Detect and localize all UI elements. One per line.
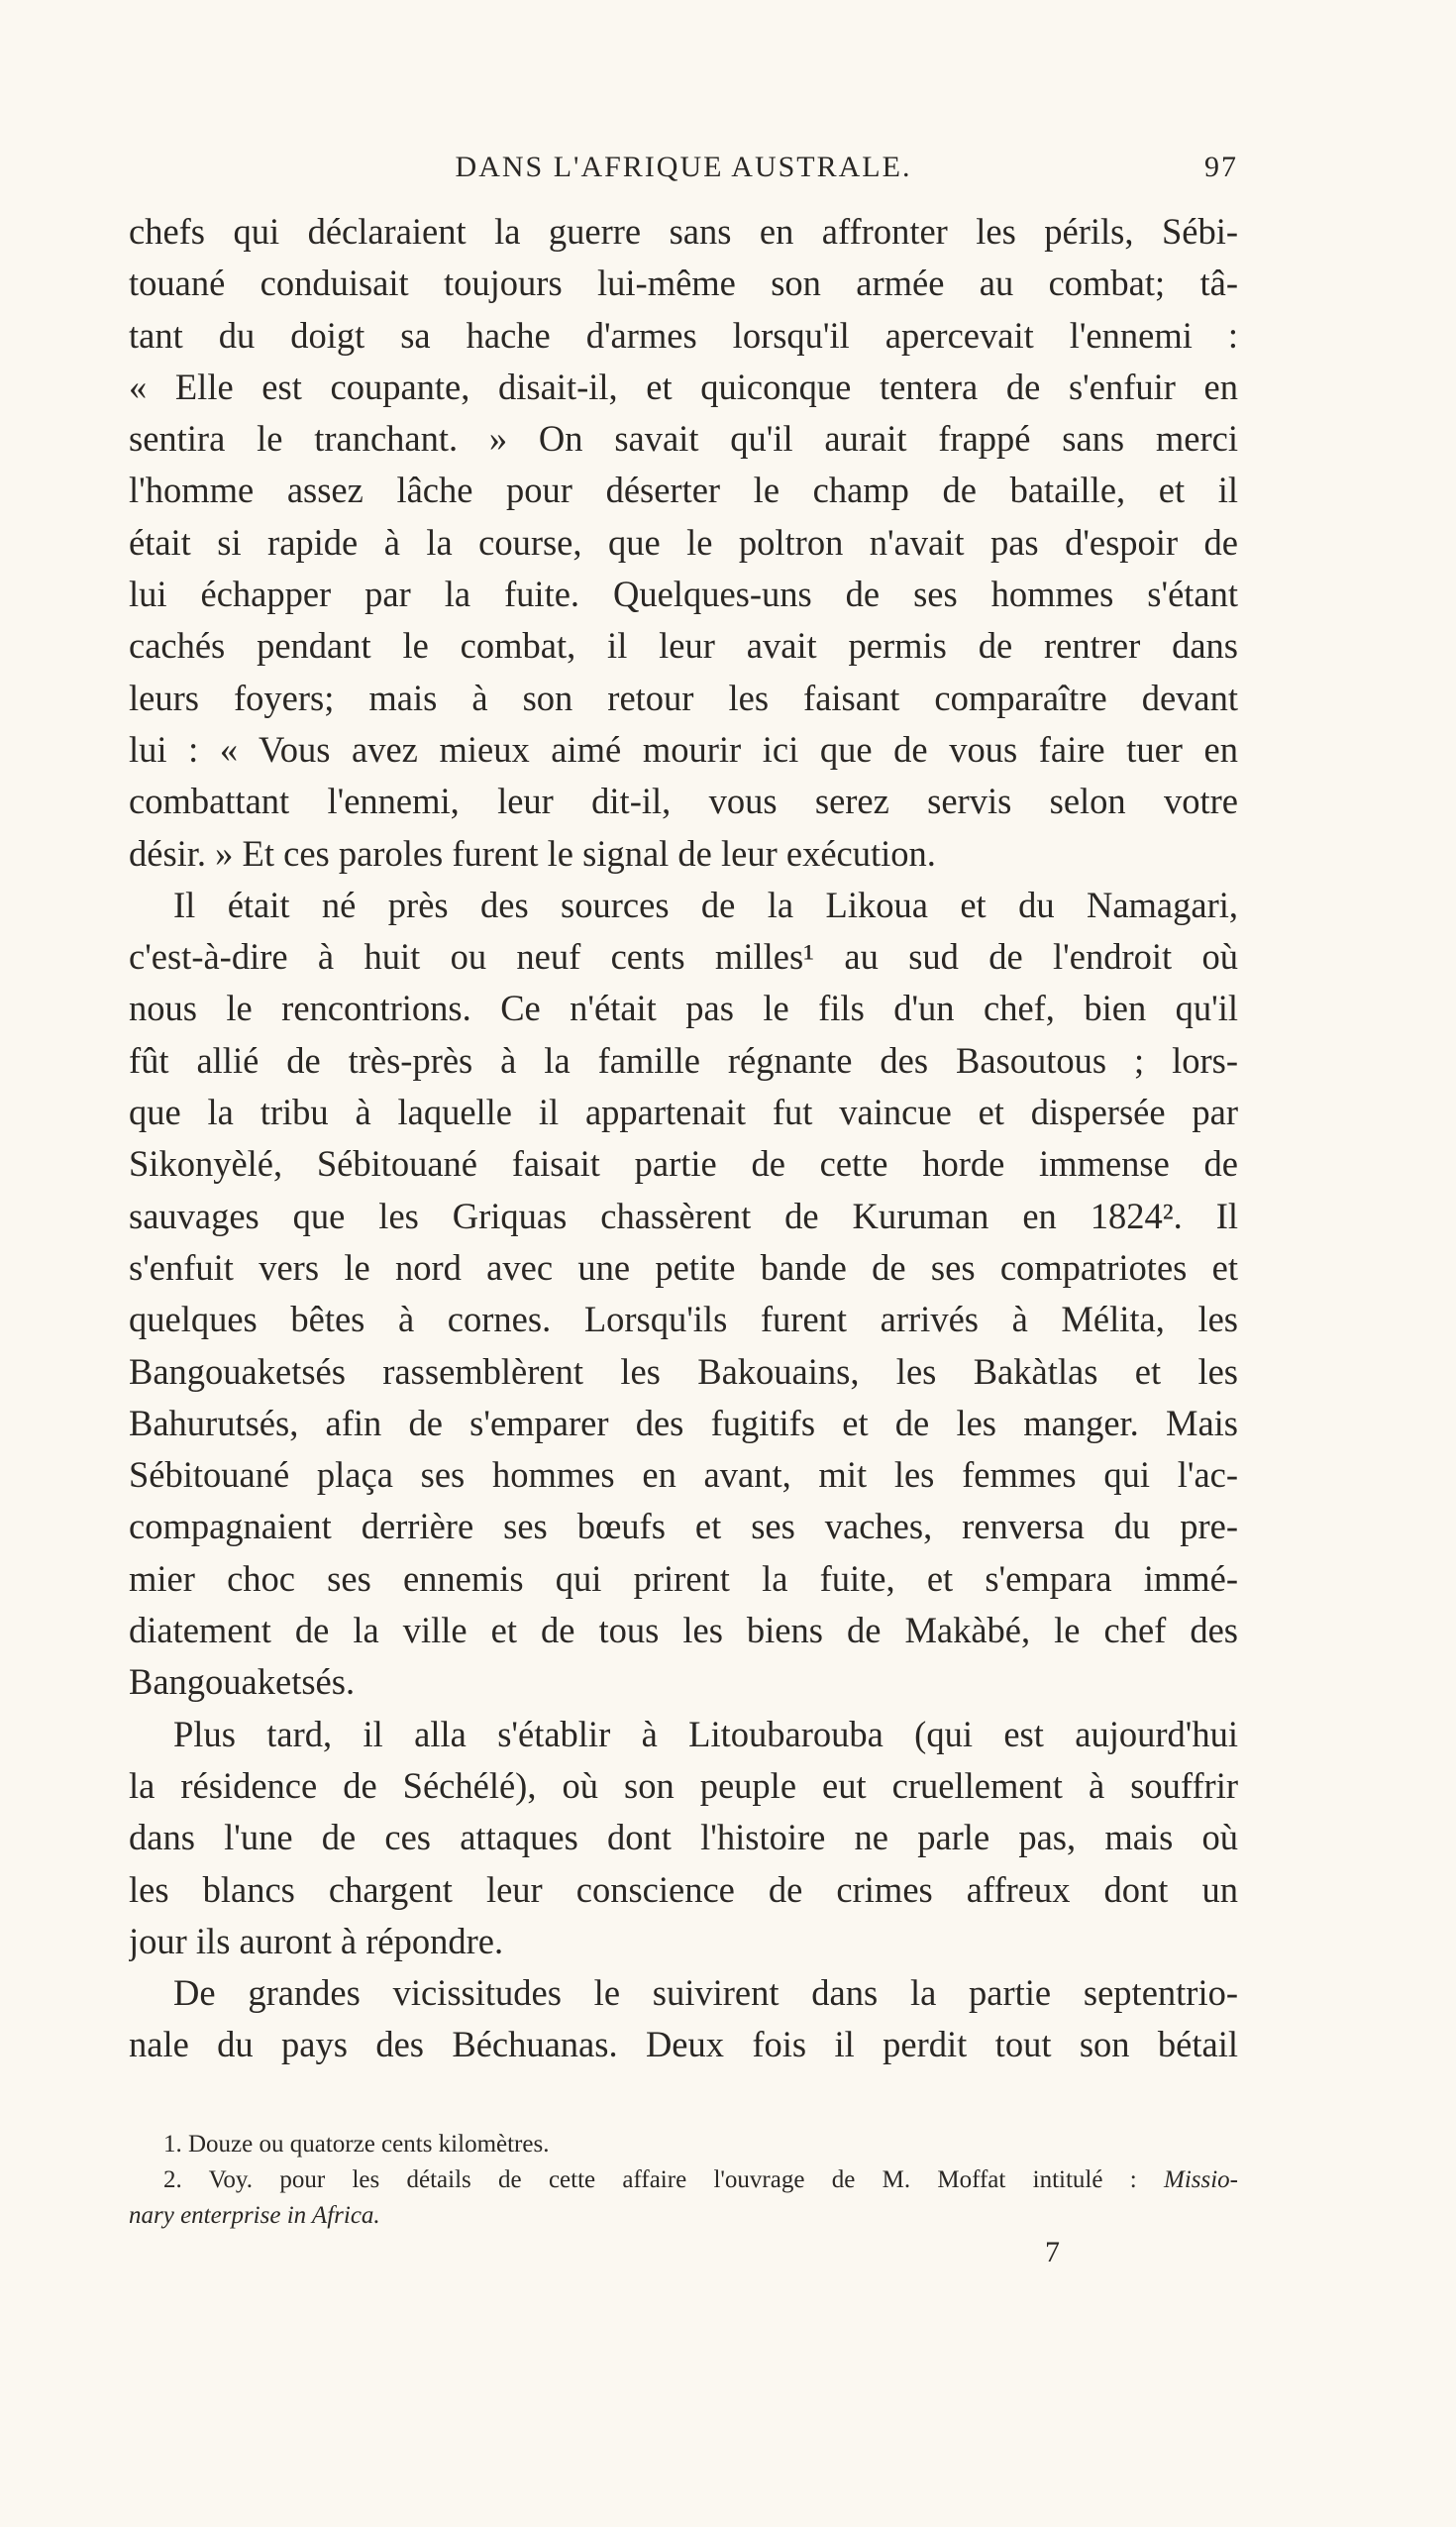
text-line: était si rapide à la course, que le poltron n'avait pas d'espoir de — [129, 521, 1238, 563]
text-line: tant du doigt sa hache d'armes lorsqu'il apercevait l'ennemi : — [129, 314, 1238, 356]
body-text — [129, 206, 1238, 2071]
text-line: Bangouaketsés. — [129, 1661, 356, 1703]
footnotes — [129, 2127, 1238, 2234]
text-line: que la tribu à laquelle il appartenait fut vaincue et dispersée par — [129, 1092, 1238, 1133]
text-line: les blancs chargent leur conscience de crimes affreux dont un — [129, 1868, 1238, 1910]
text-line: « Elle est coupante, disait-il, et quiconque tentera de s'enfuir en — [129, 366, 1238, 407]
text-line: l'homme assez lâche pour déserter le champ de bataille, et il — [129, 470, 1238, 511]
text-line: leurs foyers; mais à son retour les faisant comparaître devant — [129, 677, 1238, 718]
text-line: nous le rencontrions. Ce n'était pas le fils d'un chef, bien qu'il — [129, 988, 1238, 1029]
text-line: dans l'une de ces attaques dont l'histoire ne parle pas, mais où — [129, 1817, 1238, 1858]
text-line: compagnaient derrière ses bœufs et ses vaches, renversa du pre- — [129, 1506, 1238, 1547]
text-line: s'enfuit vers le nord avec une petite bande de ses compatriotes et — [129, 1246, 1238, 1288]
text-line: la résidence de Séchélé), où son peuple eut cruellement à souffrir — [129, 1764, 1238, 1806]
text-line: mier choc ses ennemis qui prirent la fuite, et s'empara immé- — [129, 1557, 1238, 1599]
text-line: jour ils auront à répondre. — [129, 1920, 504, 1961]
text-line: touané conduisait toujours lui-même son armée au combat; tâ- — [129, 263, 1238, 304]
text-line: De grandes vicissitudes le suivirent dans la partie septentrio- — [173, 1972, 1238, 2014]
text-line: Sikonyèlé, Sébitouané faisait partie de cette horde immense de — [129, 1143, 1238, 1185]
text-line: chefs qui déclaraient la guerre sans en affronter les périls, Sébi- — [129, 211, 1238, 252]
running-header — [129, 151, 1238, 190]
text-line: quelques bêtes à cornes. Lorsqu'ils furent arrivés à Mélita, les — [129, 1299, 1238, 1340]
text-line: désir. » Et ces paroles furent le signal de leur exécution. — [129, 832, 936, 874]
text-line: Il était né près des sources de la Likoua et du Namagari, — [173, 884, 1238, 925]
footnote-2-title-start: Missio- — [1164, 2166, 1238, 2193]
text-line: sauvages que les Griquas chassèrent de Kuruman en 1824². Il — [129, 1195, 1238, 1236]
text-line: fût allié de très-près à la famille régnante des Basoutous ; lors- — [129, 1039, 1238, 1081]
text-line: Bangouaketsés rassemblèrent les Bakouains, les Bakàtlas et les — [129, 1350, 1238, 1392]
footnote-2-line-1 — [129, 2162, 1238, 2198]
text-line: cachés pendant le combat, il leur avait permis de rentrer dans — [129, 625, 1238, 667]
signature-mark: 7 — [1045, 2236, 1060, 2268]
text-line: diatement de la ville et de tous les biens de Makàbé, le chef des — [129, 1610, 1238, 1651]
text-line: nale du pays des Béchuanas. Deux fois il perdit tout son bétail — [129, 2024, 1238, 2065]
text-line: sentira le tranchant. » On savait qu'il aurait frappé sans merci — [129, 418, 1238, 460]
text-line: Bahurutsés, afin de s'emparer des fugitifs et de les manger. Mais — [129, 1402, 1238, 1443]
text-line: Sébitouané plaça ses hommes en avant, mit les femmes qui l'ac- — [129, 1454, 1238, 1496]
footnote-2-title-end: nary enterprise in Africa. — [129, 2202, 380, 2229]
running-title: DANS L'AFRIQUE AUSTRALE. — [455, 151, 912, 183]
text-line: lui : « Vous avez mieux aimé mourir ici que de vous faire tuer en — [129, 728, 1238, 770]
footnote-2-text: 2. Voy. pour les détails de cette affaire l'ouvrage de M. Moffat intitulé : — [163, 2166, 1137, 2193]
text-line: lui échapper par la fuite. Quelques-uns de ses hommes s'étant — [129, 574, 1238, 615]
text-line: combattant l'ennemi, leur dit-il, vous serez servis selon votre — [129, 781, 1238, 822]
footnote-1: 1. Douze ou quatorze cents kilomètres. — [163, 2131, 550, 2158]
page-number: 97 — [1204, 151, 1238, 183]
text-line: c'est-à-dire à huit ou neuf cents milles¹ au sud de l'endroit où — [129, 936, 1238, 978]
text-line: Plus tard, il alla s'établir à Litoubarouba (qui est aujourd'hui — [173, 1713, 1238, 1754]
